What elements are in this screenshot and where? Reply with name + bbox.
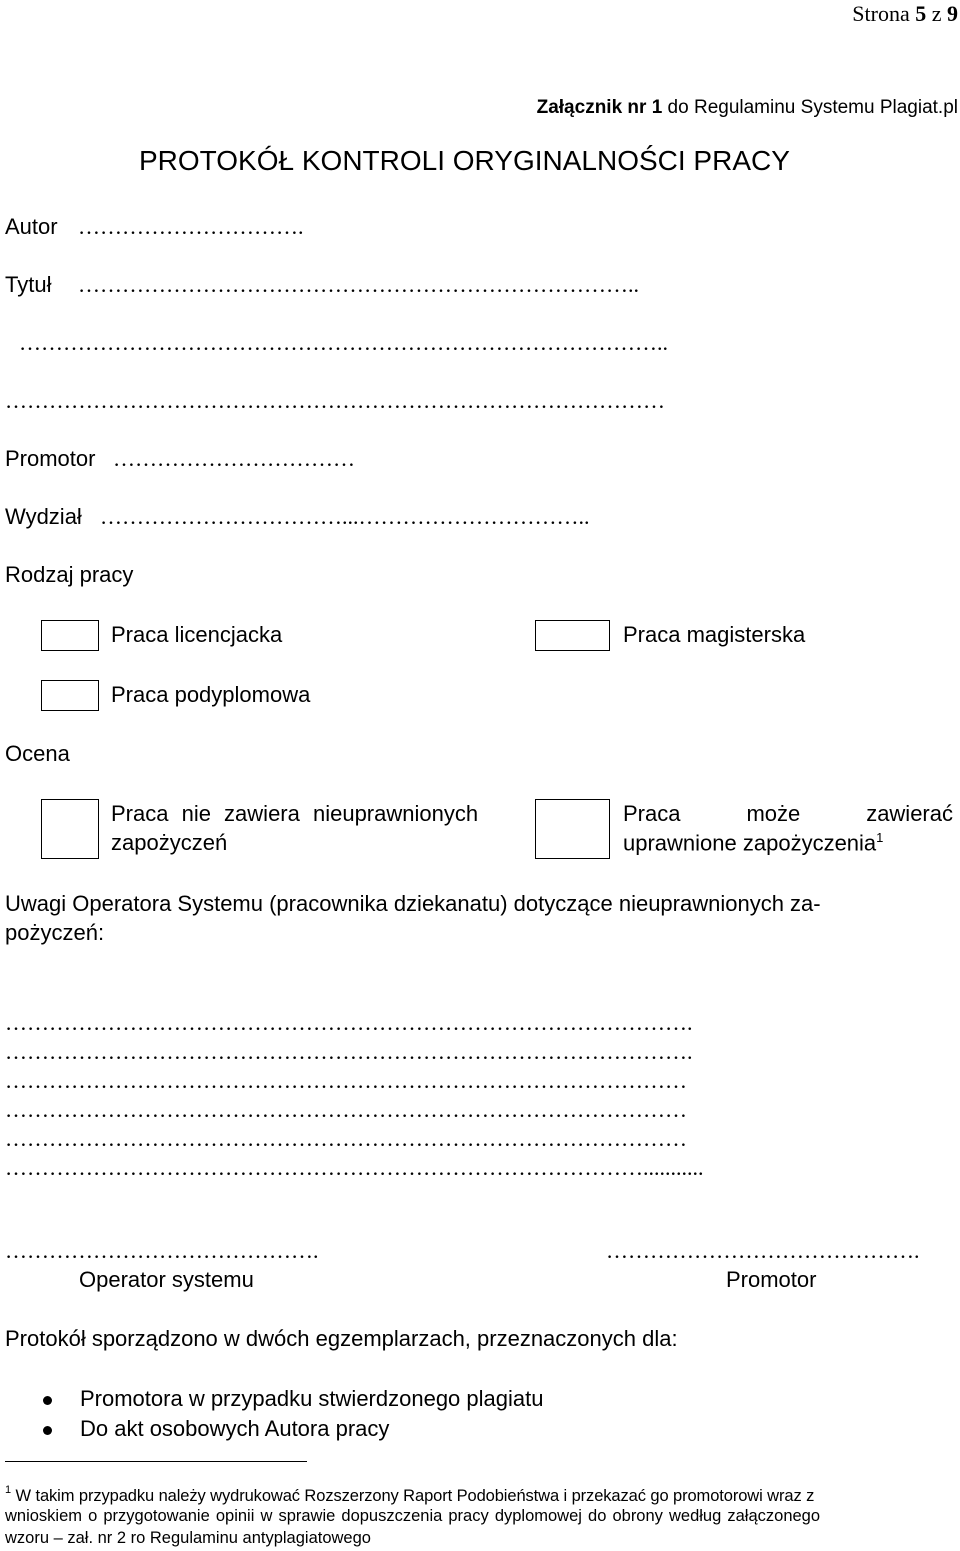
page-number <box>852 1 958 27</box>
title-field-line-2[interactable]: …………………………………………………………………………….. <box>19 330 668 355</box>
protocol-item-2: Do akt osobowych Autora pracy <box>80 1416 390 1441</box>
title-label: Tytuł <box>5 272 52 297</box>
remarks-dots-5[interactable]: ………………………………………………………………………………… <box>5 1126 687 1151</box>
remarks-dots-3[interactable]: ………………………………………………………………………………… <box>5 1068 687 1093</box>
footnote-ref: 1 <box>876 830 884 845</box>
footnote-line-1 <box>5 1484 814 1506</box>
title-field-line-1[interactable]: ………………………………………………………………….. <box>78 272 639 297</box>
grade-option-2-line-2 <box>623 830 883 856</box>
annex-bold: Załącznik nr 1 <box>536 97 663 118</box>
grade-option-2-word-3: zawierać <box>866 801 953 826</box>
work-type-podyplomowa: Praca podyplomowa <box>111 682 311 707</box>
faculty-field[interactable]: ……………………………...………………………….. <box>100 504 590 529</box>
page-number-sep: z <box>926 1 947 26</box>
footnote-marker: 1 <box>5 1484 12 1496</box>
remarks-dots-2[interactable]: …………………………………………………………………………………. <box>5 1039 693 1064</box>
page-number-prefix: Strona <box>852 1 916 26</box>
bullet-icon <box>43 1426 52 1435</box>
grade-option-2-word-1: Praca <box>623 801 681 826</box>
operator-signature-line[interactable]: ……………………………………. <box>5 1238 319 1263</box>
grade-option-2-text: uprawnione zapożyczenia <box>623 830 877 856</box>
annex-rest: do Regulaminu Systemu Plagiat.pl <box>662 97 958 118</box>
promotor-field[interactable]: …………………………… <box>113 446 355 471</box>
title-field-line-3[interactable]: ……………………………………………………………………………… <box>5 388 665 413</box>
work-type-label: Rodzaj pracy <box>5 562 134 587</box>
remarks-line-2: pożyczeń: <box>5 920 105 945</box>
grade-option-1-text: Praca nie zawiera nieuprawnionych <box>111 801 479 826</box>
faculty-label: Wydział <box>5 504 82 529</box>
checkbox-permitted-borrowings[interactable] <box>535 799 610 859</box>
work-type-licencjacka: Praca licencjacka <box>111 622 283 647</box>
document-title: PROTOKÓŁ KONTROLI ORYGINALNOŚCI PRACY <box>139 145 790 176</box>
grade-option-1-line-1 <box>111 801 523 827</box>
operator-signature-label: Operator systemu <box>79 1267 254 1292</box>
grade-option-2-line-1 <box>623 801 953 827</box>
grade-option-2-word-2: może <box>746 801 801 826</box>
promotor-signature-line[interactable]: ……………………………………. <box>606 1238 920 1263</box>
checkbox-licencjacka[interactable] <box>41 620 99 651</box>
promotor-label: Promotor <box>5 446 96 471</box>
remarks-dots-1[interactable]: …………………………………………………………………………………. <box>5 1010 693 1035</box>
page-total: 9 <box>947 1 958 26</box>
bullet-icon <box>43 1396 52 1405</box>
author-field[interactable]: …………………………. <box>78 214 304 239</box>
checkbox-podyplomowa[interactable] <box>41 680 99 711</box>
remarks-dots-4[interactable]: ………………………………………………………………………………… <box>5 1097 687 1122</box>
author-label: Autor <box>5 214 58 239</box>
footnote-line-2: wnioskiem o przygotowanie opinii w sprawie dopuszczenia pracy dyplomowej do obrony według załączonego <box>5 1507 821 1525</box>
footnote-text-1: W takim przypadku należy wydrukować Rozszerzony Raport Podobieństwa i przekazać go promotorowi wraz z <box>11 1487 815 1505</box>
protocol-item-1: Promotora w przypadku stwierdzonego plagiatu <box>80 1386 544 1411</box>
footnote-separator <box>5 1461 307 1462</box>
grade-option-1-line-2: zapożyczeń <box>111 830 228 855</box>
footnote-line-3: wzoru – zał. nr 2 ro Regulaminu antyplagiatowego <box>5 1529 371 1547</box>
work-type-magisterska: Praca magisterska <box>623 622 806 647</box>
grade-label: Ocena <box>5 741 70 766</box>
protocol-text: Protokół sporządzono w dwóch egzemplarzach, przeznaczonych dla: <box>5 1326 678 1351</box>
promotor-signature-label: Promotor <box>726 1267 817 1292</box>
checkbox-magisterska[interactable] <box>535 620 610 651</box>
checkbox-no-borrowings[interactable] <box>41 799 99 859</box>
remarks-line-1: Uwagi Operatora Systemu (pracownika dziekanatu) dotyczące nieuprawnionych za- <box>5 891 821 916</box>
remarks-dots-6[interactable]: ……………………………………………………………………………........... <box>5 1155 704 1180</box>
page-current: 5 <box>915 1 927 26</box>
annex-reference <box>537 97 958 119</box>
